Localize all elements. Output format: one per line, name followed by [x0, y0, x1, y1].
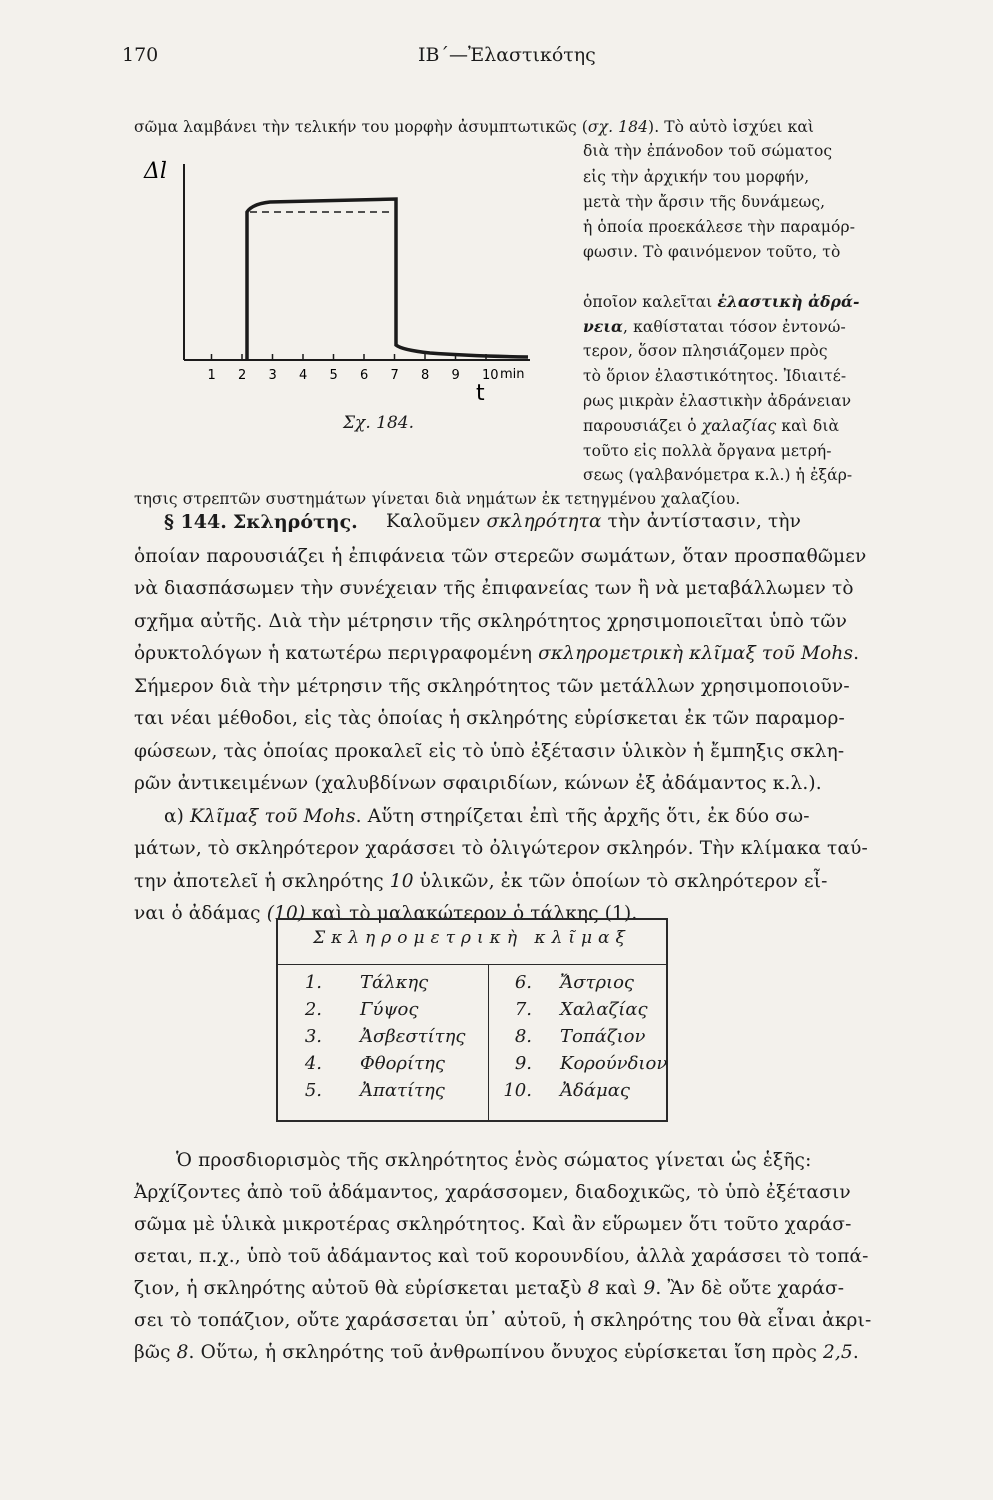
x-tick-label: 5: [329, 368, 338, 383]
intro-right-line-term2: νεια, καθίσταται τόσον ἐντονώ-: [583, 317, 846, 336]
intro-right-line-term: ὁποῖον καλεῖται ἐλαστικὴ ἀδρά-: [583, 292, 860, 311]
figure-caption: Σχ. 184.: [343, 413, 414, 433]
section-line: φώσεων, τὰς ὁποίας προκαλεῖ εἰς τὸ ὑπὸ ἐξέτασιν ὑλικὸν ἡ ἔμπηξις σκλη-: [134, 741, 845, 762]
closing-line: Ὁ προσδιορισμὸς τῆς σκληρότητος ἑνὸς σώματος γίνεται ὡς ἑξῆς:: [176, 1150, 812, 1171]
figure-184-graph: [140, 150, 580, 430]
section-line: νὰ διασπάσωμεν τὴν συνέχειαν τῆς ἐπιφανείας των ἢ νὰ μεταβάλλωμεν τὸ: [134, 578, 854, 599]
section-heading: § 144. Σκληρότης.: [164, 511, 358, 533]
deformation-curve: [247, 199, 528, 360]
x-tick-label: 1: [207, 368, 216, 383]
section-line: ται νέαι μέθοδοι, εἰς τὰς ὁποίας ἡ σκληρότης εὑρίσκεται ἐκ τῶν παραμορ-: [134, 708, 845, 729]
running-title: ΙΒ΄—Ἐλαστικότης: [418, 44, 596, 66]
intro-right-line: εἰς τὴν ἀρχικήν του μορφήν,: [583, 168, 810, 186]
page-number: 170: [122, 44, 159, 66]
unit-label: min: [500, 367, 525, 382]
x-tick-label: 4: [299, 368, 308, 383]
hardness-scale-table: Σκληρομετρικὴ κλῖμαξ 1. Τάλκης 6. Ἄστριος 2. Γύψος 7. Χαλαζίας 3. Ἀσβεστίτης 8. Τοπάζιον 4. Φθορίτης 9. Κορούνδιον 5. Ἀπατίτης 10. Ἀδάμας: [276, 918, 668, 1122]
intro-line-1: σῶμα λαμβάνει τὴν τελικήν του μορφὴν ἀσυμπτωτικῶς (σχ. 184). Τὸ αὐτὸ ἰσχύει καὶ: [134, 118, 815, 136]
section-line: μάτων, τὸ σκληρότερον χαράσσει τὸ ὀλιγώτερον σκληρόν. Τὴν κλίμακα ταύ-: [134, 838, 868, 859]
section-line: σχῆμα αὐτῆς. Διὰ τὴν μέτρησιν τῆς σκληρότητος χρησιμοποιεῖται ὑπὸ τῶν: [134, 611, 848, 632]
intro-right-line: τερον, ὅσον πλησιάζομεν πρὸς: [583, 342, 828, 360]
section-line: Σήμερον διὰ τὴν μέτρησιν τῆς σκληρότητος τῶν μετάλλων χρησιμοποιοῦν-: [134, 676, 850, 697]
section-line: ὁποίαν παρουσιάζει ἡ ἐπιφάνεια τῶν στερεῶν σωμάτων, ὅταν προσπαθῶμεν: [134, 546, 867, 567]
section-line: Καλοῦμεν σκληρότητα τὴν ἀντίστασιν, τὴν: [386, 511, 802, 532]
section-line: ὀρυκτολόγων ἡ κατωτέρω περιγραφομένη σκληρομετρικὴ κλῖμαξ τοῦ Mohs.: [134, 643, 860, 664]
table-title: Σκληρομετρικὴ κλῖμαξ: [313, 928, 631, 948]
section-line: α) Κλῖμαξ τοῦ Mohs. Αὕτη στηρίζεται ἐπὶ τῆς ἀρχῆς ὅτι, ἐκ δύο σω-: [164, 806, 810, 827]
closing-line: σεται, π.χ., ὑπὸ τοῦ ἀδάμαντος καὶ τοῦ κορουνδίου, ἀλλὰ χαράσσει τὸ τοπά-: [134, 1246, 869, 1267]
table-header-rule: [278, 964, 666, 965]
closing-line: ζιον, ἡ σκληρότης αὐτοῦ θὰ εὑρίσκεται μεταξὺ 8 καὶ 9. Ἂν δὲ οὔτε χαράσ-: [134, 1278, 845, 1299]
x-tick-label: 10: [482, 368, 499, 383]
intro-right-line-hail: παρουσιάζει ὁ χαλαζίας καὶ διὰ: [583, 417, 840, 435]
intro-right-line: ἡ ὁποία προεκάλεσε τὴν παραμόρ-: [583, 218, 856, 236]
section-line: την ἀποτελεῖ ἡ σκληρότης 10 ὑλικῶν, ἐκ τῶν ὁποίων τὸ σκληρότερον εἶ-: [134, 871, 828, 892]
intro-right-line: μετὰ τὴν ἄρσιν τῆς δυνάμεως,: [583, 193, 826, 211]
closing-line: σῶμα μὲ ὑλικὰ μικροτέρας σκληρότητος. Καὶ ἂν εὕρωμεν ὅτι τοῦτο χαράσ-: [134, 1214, 852, 1235]
y-axis-label: Δl: [144, 159, 167, 184]
intro-right-line: τὸ ὅριον ἐλαστικότητος. Ἰδιαιτέ-: [583, 367, 847, 385]
x-tick-label: 8: [421, 368, 430, 383]
table-column-rule: [488, 964, 489, 1122]
x-tick-label: 2: [238, 368, 247, 383]
intro-right-line: φωσιν. Τὸ φαινόμενον τοῦτο, τὸ: [583, 243, 841, 261]
x-tick-labels: [208, 368, 499, 383]
intro-last-line: τησις στρεπτῶν συστημάτων γίνεται διὰ νημάτων ἐκ τετηγμένου χαλαζίου.: [134, 490, 741, 508]
x-tick-label: 3: [268, 368, 277, 383]
intro-right-line-12: τοῦτο εἰς πολλὰ ὄργανα μετρή-: [583, 442, 832, 460]
closing-line: σει τὸ τοπάζιον, οὔτε χαράσσεται ὑπ᾿ αὐτοῦ, ἡ σκληρότης του θὰ εἶναι ἀκρι-: [134, 1310, 872, 1331]
x-tick-label: 6: [360, 368, 369, 383]
section-line: ναι ὁ ἀδάμας (10) καὶ τὸ μαλακώτερον ὁ τάλκης (1).: [134, 903, 638, 924]
intro-right-line: διὰ τὴν ἐπάνοδον τοῦ σώματος: [583, 142, 833, 160]
intro-right-line-13: σεως (γαλβανόμετρα κ.λ.) ἡ ἐξάρ-: [583, 466, 853, 484]
x-axis-label: t: [476, 381, 485, 406]
section-line: ρῶν ἀντικειμένων (χαλυβδίνων σφαιριδίων, κώνων ἐξ ἀδάμαντος κ.λ.).: [134, 773, 822, 794]
closing-line: Ἀρχίζοντες ἀπὸ τοῦ ἀδάμαντος, χαράσσομεν, διαδοχικῶς, τὸ ὑπὸ ἐξέτασιν: [134, 1182, 851, 1203]
x-tick-label: 7: [390, 368, 399, 383]
intro-right-line: ρως μικρὰν ἐλαστικὴν ἀδράνειαν: [583, 392, 852, 410]
closing-line: βῶς 8. Οὕτω, ἡ σκληρότης τοῦ ἀνθρωπίνου ὄνυχος εὑρίσκεται ἴση πρὸς 2,5.: [134, 1342, 859, 1363]
x-tick-label: 9: [451, 368, 460, 383]
